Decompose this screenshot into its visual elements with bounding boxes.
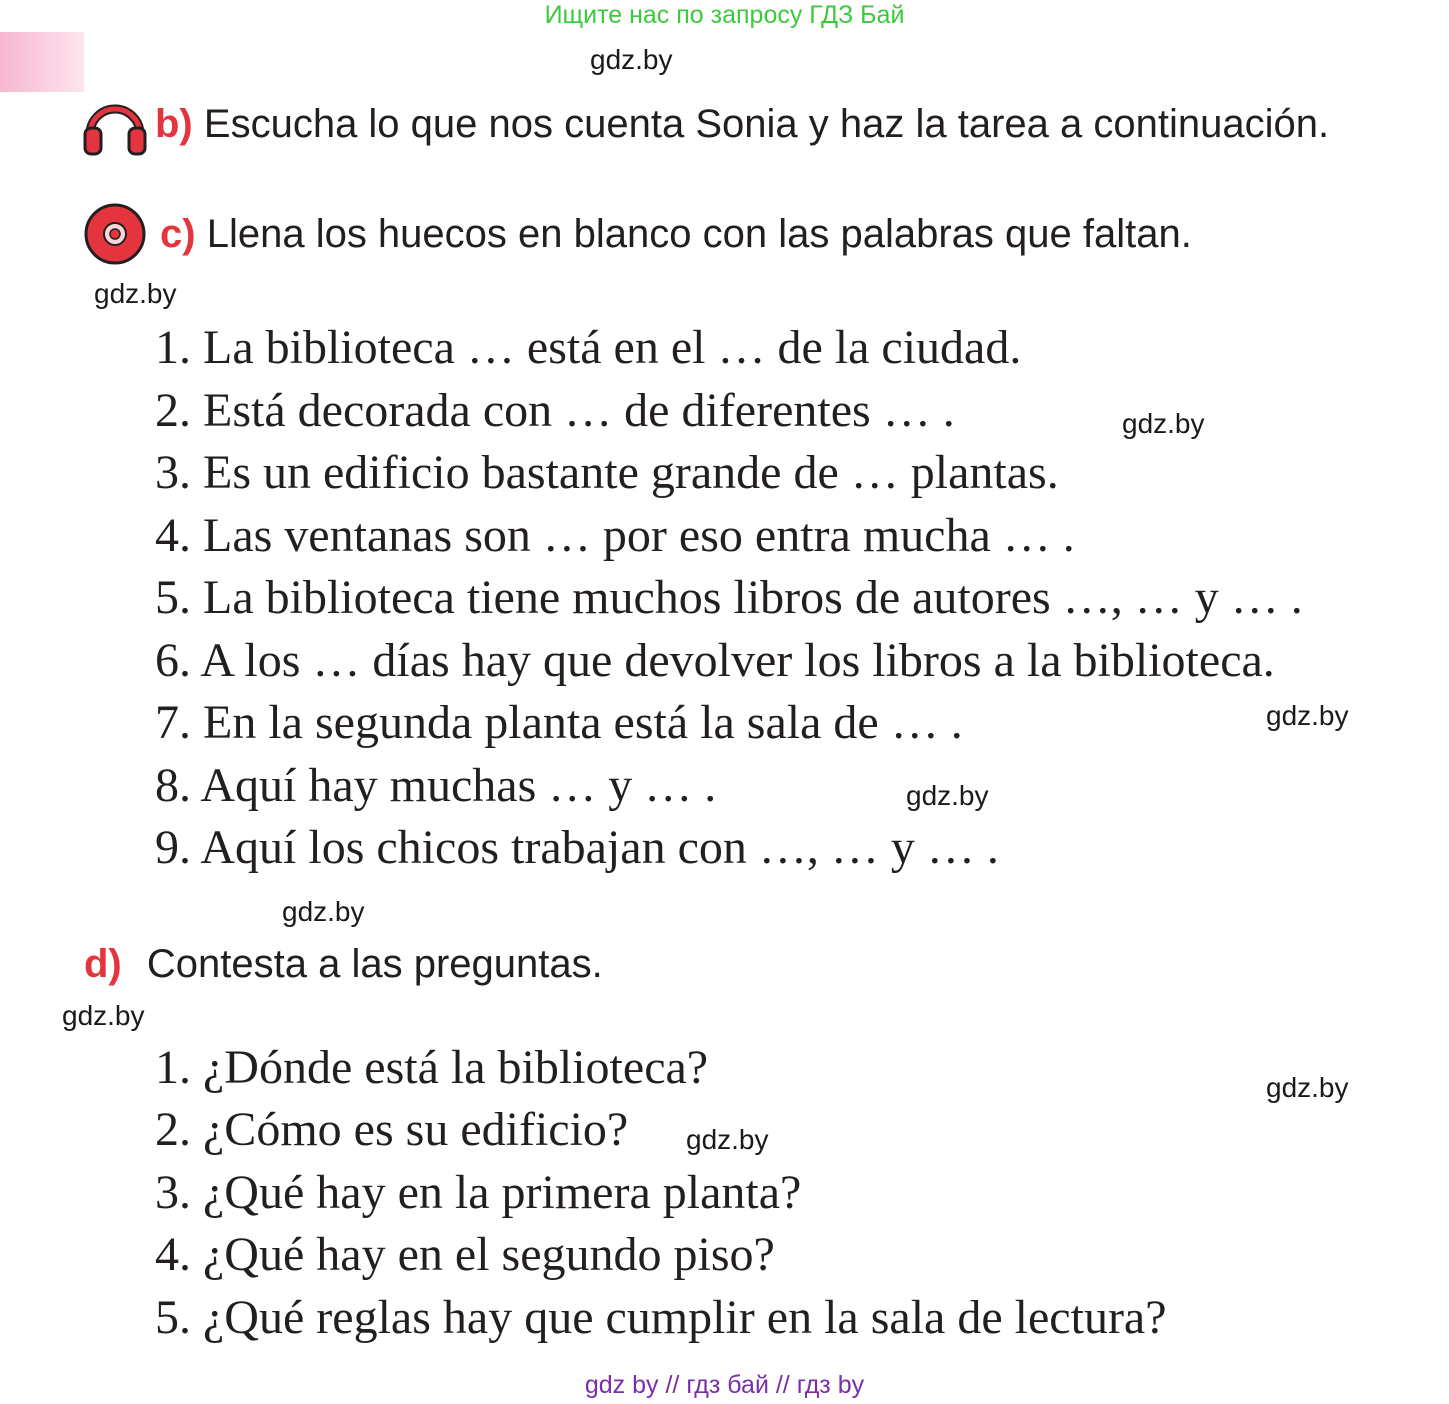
instruction-c-text: Llena los huecos en blanco con las palabras que faltan. [206, 212, 1192, 256]
section-letter-d: d) [84, 942, 122, 986]
fill-blank-item: 8. Aquí hay muchas … y … . [155, 759, 717, 812]
watermark: gdz.by [282, 896, 365, 927]
fill-blank-item: 5. La biblioteca tiene muchos libros de autores …, … y … . [155, 571, 1303, 624]
section-letter-c: c) [160, 212, 196, 256]
watermark: gdz.by [590, 44, 673, 75]
watermark: gdz.by [62, 1000, 145, 1031]
instruction-b [155, 100, 1329, 148]
section-letter-b: b) [155, 102, 193, 146]
fill-blank-item: 4. Las ventanas son … por eso entra mucha … . [155, 509, 1075, 562]
headphones-icon [82, 96, 148, 158]
watermark: gdz.by [94, 278, 177, 309]
watermark: gdz.by [1266, 700, 1349, 731]
instruction-c [160, 210, 1192, 258]
question-item: 5. ¿Qué reglas hay que cumplir en la sala de lectura? [155, 1291, 1167, 1344]
question-item: 3. ¿Qué hay en la primera planta? [155, 1166, 802, 1219]
watermark: gdz.by [686, 1124, 769, 1155]
cd-disc-icon [83, 202, 147, 266]
fill-blank-item: 2. Está decorada con … de diferentes … . [155, 384, 955, 437]
question-item: 4. ¿Qué hay en el segundo piso? [155, 1228, 775, 1281]
watermark: gdz.by [1122, 408, 1205, 439]
fill-blank-item: 6. A los … días hay que devolver los libros a la biblioteca. [155, 634, 1275, 687]
instruction-d [84, 940, 603, 988]
footer-links[interactable]: gdz by // гдз бай // гдз by [584, 1371, 865, 1399]
fill-blank-item: 1. La biblioteca … está en el … de la ciudad. [155, 321, 1022, 374]
instruction-d-text: Contesta a las preguntas. [146, 942, 603, 986]
watermark: gdz.by [1266, 1072, 1349, 1103]
watermark: gdz.by [906, 780, 989, 811]
instruction-b-text: Escucha lo que nos cuenta Sonia y haz la tarea a continuación. [203, 102, 1330, 146]
question-item: 2. ¿Cómo es su edificio? [155, 1103, 629, 1156]
question-item: 1. ¿Dónde está la biblioteca? [155, 1041, 709, 1094]
top-banner[interactable]: Ищите нас по запросу ГДЗ Бай [544, 1, 905, 29]
fill-blank-item: 9. Aquí los chicos trabajan con …, … y … . [155, 821, 999, 874]
fill-blank-item: 7. En la segunda planta está la sala de … . [155, 696, 963, 749]
fill-blank-item: 3. Es un edificio bastante grande de … plantas. [155, 446, 1059, 499]
page-tab-decoration [0, 32, 84, 92]
